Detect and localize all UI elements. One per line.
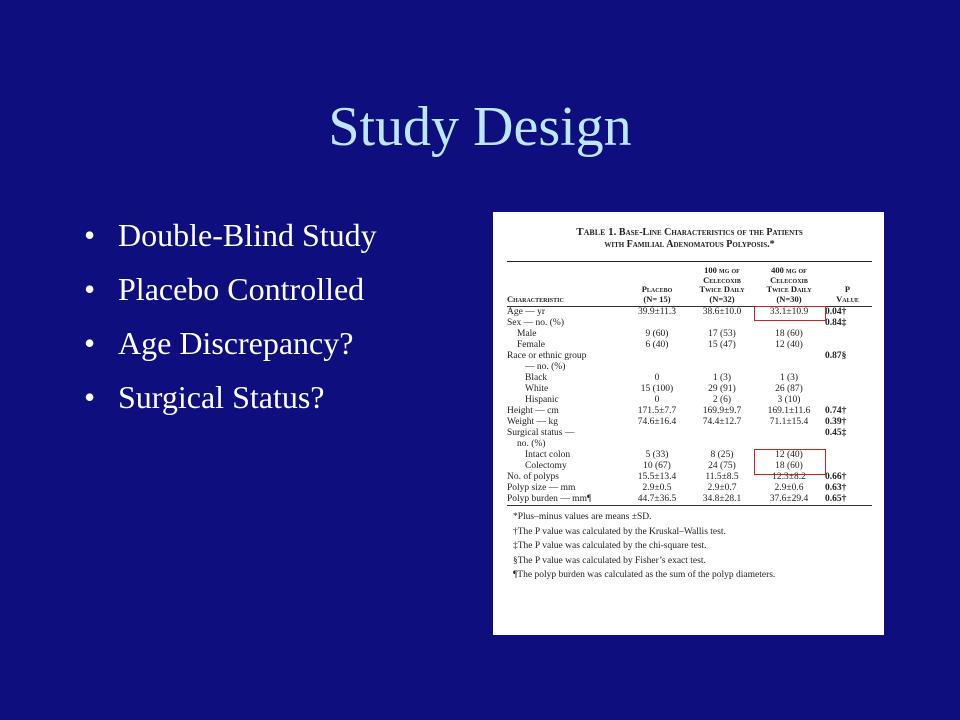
cell-100mg bbox=[689, 428, 755, 439]
slide-title: Study Design bbox=[328, 96, 632, 158]
bullet-text: Double-Blind Study bbox=[118, 217, 377, 253]
row-label: — no. (%) bbox=[525, 362, 566, 372]
cell-100mg: 17 (53) bbox=[708, 329, 736, 339]
cell-100mg: 74.4±12.7 bbox=[702, 417, 742, 427]
table-caption-line1: Base-Line Characteristics of the Patients bbox=[618, 227, 803, 238]
row-label: Height — cm bbox=[507, 406, 559, 416]
cell-400mg: 26 (87) bbox=[775, 384, 803, 394]
footnote: †The P value was calculated by the Kruskal–Wallis test. bbox=[513, 526, 726, 537]
cell-100mg: 29 (91) bbox=[708, 384, 736, 394]
table-row bbox=[507, 318, 872, 329]
table-bottom-rule bbox=[507, 505, 872, 506]
cell-p-value bbox=[823, 450, 872, 461]
table-row bbox=[507, 351, 872, 362]
row-label: Female bbox=[517, 340, 545, 350]
header-placebo-line1: Placebo bbox=[641, 284, 673, 294]
table-row bbox=[507, 362, 872, 373]
cell-p-value: 0.84‡ bbox=[825, 318, 847, 328]
cell-400mg: 2.9±0.6 bbox=[774, 483, 804, 493]
cell-400mg bbox=[755, 318, 823, 329]
cell-placebo: 0 bbox=[654, 395, 660, 405]
row-label: Intact colon bbox=[525, 450, 571, 460]
header-100mg-line4: (N=32) bbox=[709, 293, 735, 304]
row-label: Weight — kg bbox=[507, 417, 558, 427]
cell-placebo: 5 (33) bbox=[645, 450, 669, 460]
table-row bbox=[507, 417, 872, 428]
cell-placebo: 0 bbox=[654, 373, 660, 383]
cell-placebo bbox=[625, 318, 689, 329]
header-characteristic: Characteristic bbox=[507, 293, 564, 304]
header-placebo bbox=[625, 262, 689, 306]
table-row bbox=[507, 329, 872, 340]
cell-placebo: 44.7±36.5 bbox=[637, 494, 677, 504]
cell-100mg bbox=[689, 318, 755, 329]
baseline-table bbox=[507, 262, 872, 505]
cell-p-value bbox=[823, 373, 872, 384]
cell-100mg: 38.6±10.0 bbox=[702, 307, 742, 317]
bullet-item bbox=[84, 270, 377, 308]
cell-400mg: 12 (40) bbox=[775, 450, 803, 460]
footnote: *Plus–minus values are means ±SD. bbox=[513, 512, 652, 522]
cell-100mg: 2.9±0.7 bbox=[707, 483, 737, 493]
cell-placebo: 10 (67) bbox=[643, 461, 671, 471]
row-label: Hispanic bbox=[525, 395, 559, 405]
cell-p-value bbox=[823, 329, 872, 340]
cell-100mg bbox=[689, 351, 755, 362]
table-footnotes bbox=[507, 510, 872, 583]
cell-400mg bbox=[755, 362, 823, 373]
row-label: Black bbox=[525, 373, 548, 383]
header-100mg-line2: Celecoxib bbox=[703, 274, 741, 285]
header-p-line2: Value bbox=[836, 293, 859, 304]
row-label: no. (%) bbox=[517, 439, 546, 449]
header-400mg-line1: 400 mg of bbox=[771, 265, 807, 275]
table-caption-label: Table 1. bbox=[576, 226, 617, 238]
cell-p-value: 0.65† bbox=[825, 494, 847, 504]
table-row bbox=[507, 450, 872, 461]
bullet-item bbox=[84, 216, 377, 254]
cell-100mg: 169.9±9.7 bbox=[702, 406, 742, 416]
cell-400mg: 71.1±15.4 bbox=[769, 417, 809, 427]
header-placebo-line2: (N= 15) bbox=[643, 293, 671, 304]
cell-400mg: 12 (40) bbox=[775, 340, 803, 350]
cell-p-value bbox=[823, 461, 872, 472]
row-label: Race or ethnic group bbox=[507, 351, 587, 361]
cell-100mg: 8 (25) bbox=[710, 450, 734, 460]
cell-100mg: 34.8±28.1 bbox=[702, 494, 742, 504]
bullet-dot-icon: • bbox=[84, 325, 96, 361]
cell-placebo: 171.5±7.7 bbox=[637, 406, 677, 416]
footnote: ‡The P value was calculated by the chi-square test. bbox=[513, 541, 707, 551]
row-label: Colectomy bbox=[525, 461, 567, 471]
table-row bbox=[507, 340, 872, 351]
cell-placebo: 74.6±16.4 bbox=[637, 417, 677, 427]
header-400mg-line4: (N=30) bbox=[776, 293, 802, 304]
bullet-text: Age Discrepancy? bbox=[118, 325, 354, 361]
cell-400mg bbox=[755, 351, 823, 362]
bullet-item bbox=[84, 324, 377, 362]
cell-400mg: 3 (10) bbox=[777, 395, 801, 405]
table-row bbox=[507, 406, 872, 417]
table-row bbox=[507, 373, 872, 384]
bullet-dot-icon: • bbox=[84, 379, 96, 415]
cell-placebo: 2.9±0.5 bbox=[642, 483, 672, 493]
cell-p-value: 0.87§ bbox=[825, 351, 847, 361]
cell-p-value bbox=[823, 384, 872, 395]
bullet-dot-icon: • bbox=[84, 271, 96, 307]
cell-placebo: 9 (60) bbox=[645, 329, 669, 339]
footnote: ¶The polyp burden was calculated as the sum of the polyp diameters. bbox=[513, 570, 776, 580]
table-header-row bbox=[507, 262, 872, 306]
header-100mg-line1: 100 mg of bbox=[704, 265, 740, 275]
cell-placebo bbox=[625, 439, 689, 450]
bullet-text: Placebo Controlled bbox=[118, 271, 365, 307]
cell-100mg: 24 (75) bbox=[708, 461, 736, 471]
cell-placebo bbox=[625, 428, 689, 439]
cell-p-value bbox=[823, 362, 872, 373]
cell-p-value: 0.39† bbox=[825, 417, 847, 427]
cell-400mg: 1 (3) bbox=[779, 373, 799, 383]
cell-p-value: 0.66† bbox=[825, 472, 847, 482]
bullet-dot-icon: • bbox=[84, 217, 96, 253]
cell-placebo bbox=[625, 351, 689, 362]
table-caption-line2: with Familial Adenomatous Polyposis.* bbox=[604, 239, 775, 250]
row-label: Surgical status — bbox=[507, 428, 575, 438]
cell-p-value bbox=[823, 439, 872, 450]
cell-placebo: 6 (40) bbox=[645, 340, 669, 350]
baseline-table-image bbox=[493, 212, 884, 635]
footnote: §The P value was calculated by Fisher’s exact test. bbox=[513, 555, 706, 566]
cell-placebo: 15.5±13.4 bbox=[637, 472, 677, 482]
table-row bbox=[507, 494, 872, 505]
cell-400mg: 169.1±11.6 bbox=[767, 406, 811, 416]
row-label: Polyp size — mm bbox=[507, 483, 576, 493]
cell-400mg: 18 (60) bbox=[775, 329, 803, 339]
cell-placebo bbox=[625, 362, 689, 373]
cell-100mg bbox=[689, 439, 755, 450]
row-label: Polyp burden — mm¶ bbox=[507, 494, 592, 504]
row-label: Sex — no. (%) bbox=[507, 318, 564, 328]
cell-placebo: 15 (100) bbox=[640, 384, 674, 394]
bullet-text: Surgical Status? bbox=[118, 379, 325, 415]
cell-400mg bbox=[755, 439, 823, 450]
table-row bbox=[507, 395, 872, 406]
cell-p-value: 0.74† bbox=[825, 406, 847, 416]
header-400mg bbox=[755, 262, 823, 306]
row-label: No. of polyps bbox=[507, 472, 559, 482]
cell-400mg: 18 (60) bbox=[775, 461, 803, 471]
table-row bbox=[507, 439, 872, 450]
table-caption bbox=[507, 226, 872, 251]
cell-400mg bbox=[755, 428, 823, 439]
cell-100mg: 2 (6) bbox=[712, 395, 732, 405]
table-row bbox=[507, 384, 872, 395]
header-p-value bbox=[823, 262, 872, 306]
header-400mg-line3: Twice Daily bbox=[766, 284, 812, 294]
row-label: Age — yr bbox=[507, 307, 545, 317]
cell-100mg: 15 (47) bbox=[708, 340, 736, 350]
cell-p-value: 0.04† bbox=[825, 307, 847, 317]
bullet-item bbox=[84, 378, 377, 416]
table-row bbox=[507, 483, 872, 494]
cell-100mg: 11.5±8.5 bbox=[705, 472, 739, 482]
table-row bbox=[507, 307, 872, 318]
header-p-line1: P bbox=[844, 284, 851, 294]
row-label: White bbox=[525, 384, 549, 394]
cell-100mg bbox=[689, 362, 755, 373]
cell-p-value: 0.45‡ bbox=[825, 428, 847, 438]
table-row bbox=[507, 461, 872, 472]
cell-p-value: 0.63† bbox=[825, 483, 847, 493]
cell-p-value bbox=[823, 395, 872, 406]
cell-p-value bbox=[823, 340, 872, 351]
header-400mg-line2: Celecoxib bbox=[770, 274, 808, 285]
bullet-list bbox=[84, 216, 377, 432]
header-100mg bbox=[689, 262, 755, 306]
header-100mg-line3: Twice Daily bbox=[699, 284, 745, 294]
cell-100mg: 1 (3) bbox=[712, 373, 732, 383]
cell-placebo: 39.9±11.3 bbox=[637, 307, 677, 317]
table-row bbox=[507, 428, 872, 439]
table-row bbox=[507, 472, 872, 483]
cell-400mg: 37.6±29.4 bbox=[769, 494, 809, 504]
cell-400mg: 33.1±10.9 bbox=[769, 307, 809, 317]
row-label: Male bbox=[517, 329, 537, 339]
cell-400mg: 12.3±8.2 bbox=[772, 472, 806, 482]
